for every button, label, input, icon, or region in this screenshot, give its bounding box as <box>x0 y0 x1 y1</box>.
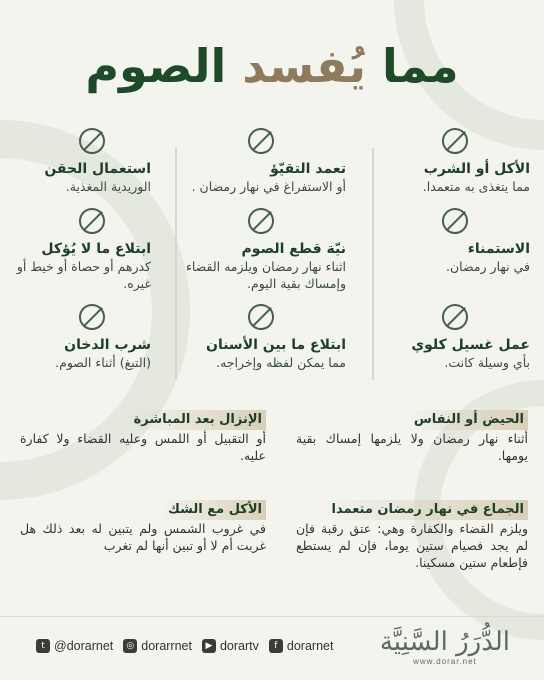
item-heading: الأكل مع الشك <box>160 500 266 520</box>
social-link-facebook[interactable] <box>269 639 334 653</box>
no-intention-icon <box>248 208 274 234</box>
social-link-twitter[interactable] <box>36 639 113 653</box>
item-description: كدرهم أو حصاة أو خيط أو غيره. <box>16 259 151 291</box>
social-link-instagram[interactable] <box>123 639 192 653</box>
item-heading: الحيض أو النفاس <box>406 410 528 430</box>
item-description: ويلزم القضاء والكفارة وهي: عتق رقبة فإن لم يجد فصيام ستين يوما، فإن لم يستطع فإطعام ستين مسكينا. <box>296 521 528 570</box>
item-description: الوريدية المغذية. <box>65 179 151 194</box>
no-vomit-icon <box>248 128 274 154</box>
list-item <box>296 408 528 464</box>
item-heading: شرب الدخان <box>64 337 151 353</box>
list-item <box>166 208 346 292</box>
page-title: مما يُفسد الصوم <box>85 39 459 93</box>
item-heading: ابتلاع ما بين الأسنان <box>206 337 346 353</box>
no-smoking-icon <box>79 304 105 330</box>
item-description: مما يمكن لفظه وإخراجه. <box>216 355 346 370</box>
social-links <box>36 639 333 653</box>
item-heading: الأكل أو الشرب <box>423 161 530 177</box>
no-food-icon <box>442 128 468 154</box>
item-description: أو التقبيل أو اللمس وعليه القضاء ولا كفارة عليه. <box>20 431 266 463</box>
list-item <box>372 304 530 371</box>
item-heading: الاستمناء <box>467 241 530 257</box>
list-item <box>6 304 151 371</box>
social-handle: dorartv <box>219 639 259 653</box>
item-description: أو الاستفراغ في نهار رمضان . <box>191 179 346 194</box>
social-handle: dorarnet <box>286 639 334 653</box>
item-heading: تعمد التقيّؤ <box>270 161 346 177</box>
item-heading: الجماع في نهار رمضان متعمدا <box>324 500 528 520</box>
item-description: مما يتغذى به متعمدا. <box>422 179 530 194</box>
list-item <box>166 128 346 195</box>
instagram-icon: ◎ <box>123 639 137 653</box>
social-handle: @dorarnet <box>54 639 114 653</box>
list-item <box>372 208 530 275</box>
list-item <box>6 208 151 292</box>
brand-url[interactable]: www.dorar.net <box>413 657 477 666</box>
no-dialysis-icon <box>442 304 468 330</box>
item-description: في نهار رمضان. <box>446 259 530 274</box>
item-description: (التبغ) أثناء الصوم. <box>55 355 151 370</box>
list-item <box>20 408 266 464</box>
no-masturbation-icon <box>442 208 468 234</box>
list-item <box>372 128 530 195</box>
no-teeth-icon <box>248 304 274 330</box>
item-heading: الإنزال بعد المباشرة <box>126 410 266 430</box>
twitter-icon: t <box>36 639 50 653</box>
social-handle: dorarrnet <box>141 639 192 653</box>
item-heading: استعمال الحقن <box>44 161 151 177</box>
list-item <box>166 304 346 371</box>
footer <box>0 616 544 680</box>
youtube-icon: ▶ <box>202 639 216 653</box>
no-injection-icon <box>79 128 105 154</box>
brand-logo <box>380 627 510 666</box>
item-description: اثناء نهار رمضان ويلزمه القضاء وإمساك بقية اليوم. <box>185 259 346 291</box>
item-description: في غروب الشمس ولم يتبين له بعد ذلك هل غربت أم لا أو تبين أنها لم تغرب <box>20 521 266 553</box>
item-heading: نيّة قطع الصوم <box>241 241 346 257</box>
item-description: بأي وسيلة كانت. <box>444 355 530 370</box>
list-item <box>6 128 151 195</box>
no-swallow-icon <box>79 208 105 234</box>
item-heading: ابتلاع ما لا يُؤكل <box>41 241 151 257</box>
list-item <box>20 498 266 554</box>
list-item <box>296 498 528 571</box>
brand-name: الدُّرَرُ السَّنِيَّة <box>379 627 510 657</box>
item-description: أثناء نهار رمضان ولا يلزمها إمساك بقية يومها. <box>296 431 528 463</box>
social-link-youtube[interactable] <box>202 639 259 653</box>
facebook-icon: f <box>269 639 283 653</box>
item-heading: عمل غسيل كلوي <box>411 337 530 353</box>
